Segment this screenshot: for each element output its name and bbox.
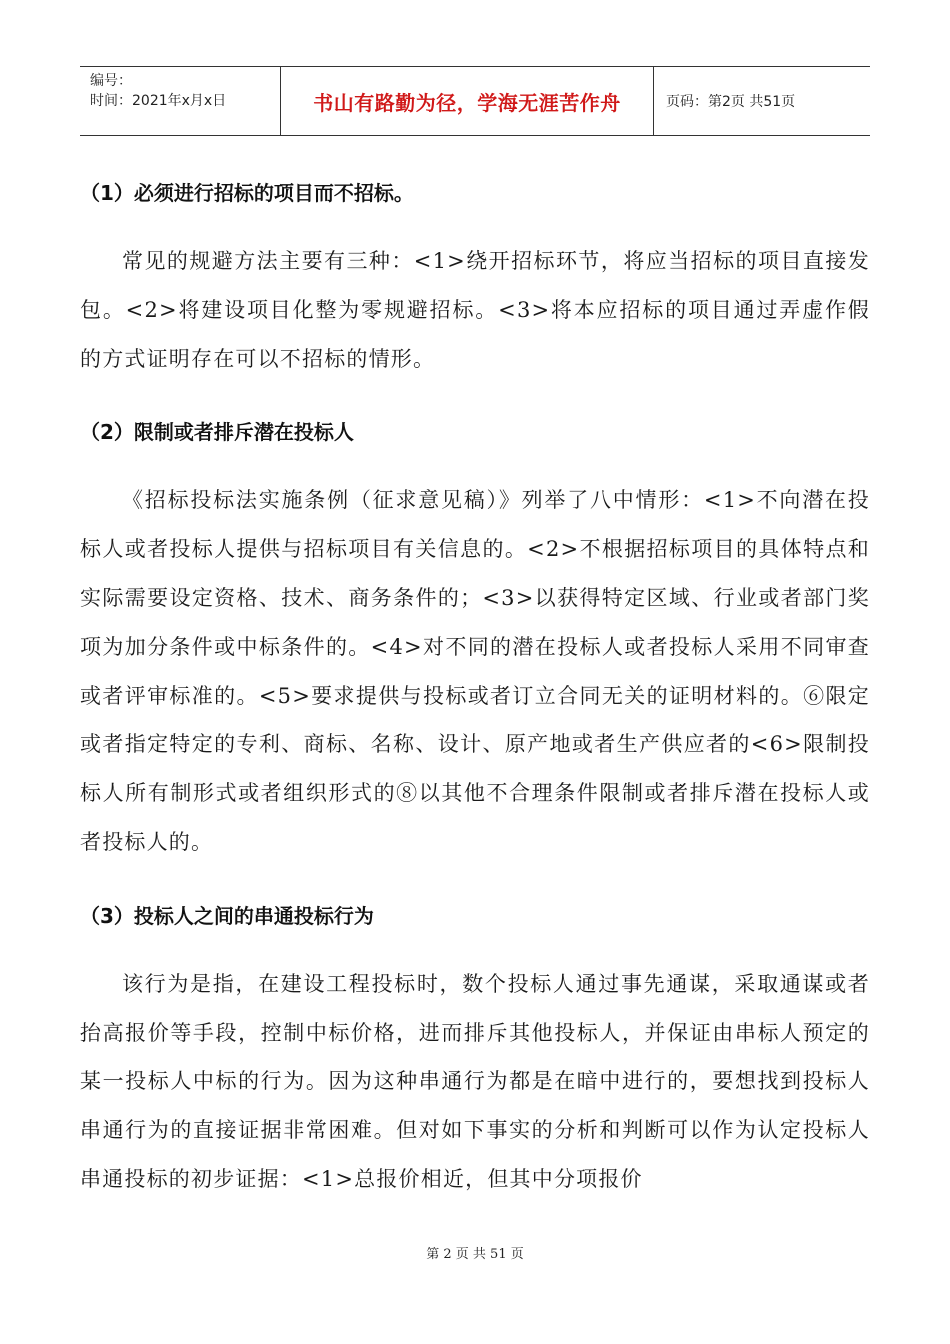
- page-header: [80, 66, 870, 136]
- page-footer: 第 2 页 共 51 页: [426, 1247, 524, 1262]
- section-paragraph-2: 《招标投标法实施条例（征求意见稿）》列举了八中情形：<1>不向潜在投标人或者投标人提供与招标项目有关信息的。<2>不根据招标项目的具体特点和实际需要设定资格、技术、商务条件的；<3>以获得特定区域、行业或者部门奖项为加分条件或中标条件的。<4>对不同的潜在投标人或者投标人采用不同审查或者评审标准的。<5>要求提供与投标或者订立合同无关的证明材料的。⑥限定或者指定特定的专利、商标、名称、设计、原产地或者生产供应者的<6>限制投标人所有制形式或者组织形式的⑧以其他不合理条件限制或者排斥潜在投标人或者投标人的。: [80, 488, 870, 854]
- document-time-label: 时间：2021年x月x日: [90, 93, 227, 109]
- document-number-label: 编号：: [90, 73, 132, 89]
- header-page-info: 页码：第2页 共51页: [666, 94, 796, 110]
- section-heading-3: （3）投标人之间的串通投标行为: [80, 903, 374, 928]
- section-heading-2: （2）限制或者排斥潜在投标人: [80, 420, 354, 445]
- section-paragraph-3: 该行为是指，在建设工程投标时，数个投标人通过事先通谋，采取通谋或者抬高报价等手段，控制中标价格，进而排斥其他投标人，并保证由串标人预定的某一投标人中标的行为。因为这种串通行为都是在暗中进行的，要想找到投标人串通行为的直接证据非常困难。但对如下事实的分析和判断可以作为认定投标人串通投标的初步证据：<1>总报价相近，但其中分项报价: [80, 971, 870, 1191]
- section-paragraph-1: 常见的规避方法主要有三种：<1>绕开招标环节，将应当招标的项目直接发包。<2>将建设项目化整为零规避招标。<3>将本应招标的项目通过弄虚作假的方式证明存在可以不招标的情形。: [80, 249, 870, 371]
- header-meta: [80, 67, 280, 135]
- document-body: [80, 160, 870, 1204]
- header-motto: 书山有路勤为径，学海无涯苦作舟: [280, 67, 654, 135]
- section-heading-1: （1）必须进行招标的项目而不招标。: [80, 181, 414, 205]
